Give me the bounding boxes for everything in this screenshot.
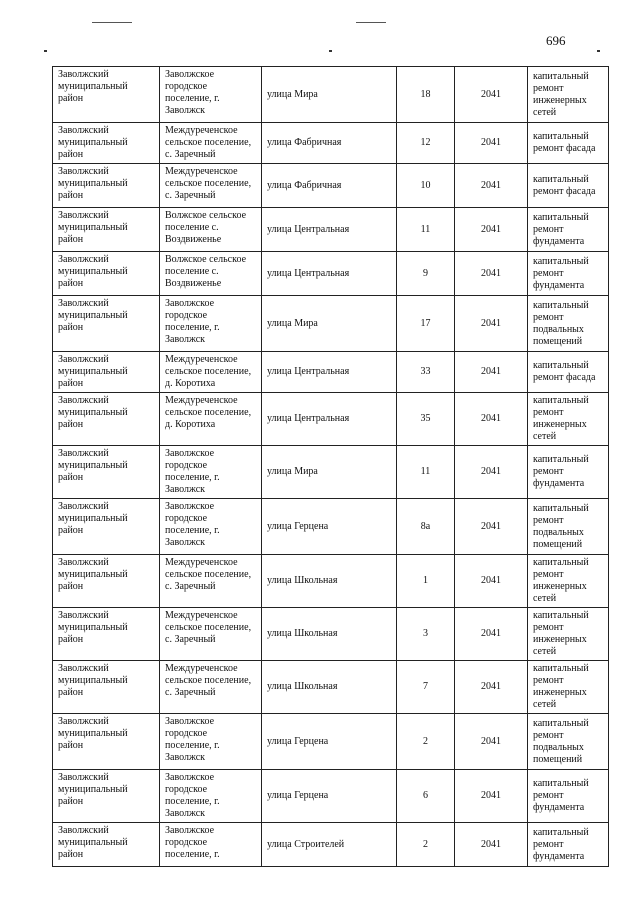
year-cell: 2041 — [455, 252, 528, 296]
scan-dot — [329, 50, 332, 52]
table-row — [53, 661, 609, 714]
settlement-cell: Междуреченское сельское поселение, с. Заречный — [160, 123, 262, 164]
street-cell: улица Центральная — [262, 252, 397, 296]
year-cell: 2041 — [455, 296, 528, 352]
district-cell: Заволжский муниципальный район — [53, 123, 160, 164]
settlement-cell: Междуреченское сельское поселение, с. Заречный — [160, 661, 262, 714]
district-cell: Заволжский муниципальный район — [53, 393, 160, 446]
year-cell: 2041 — [455, 352, 528, 393]
scan-dot — [44, 50, 47, 52]
year-cell: 2041 — [455, 499, 528, 555]
table-row — [53, 393, 609, 446]
district-cell: Заволжский муниципальный район — [53, 770, 160, 823]
street-cell: улица Школьная — [262, 661, 397, 714]
street-cell: улица Центральная — [262, 208, 397, 252]
street-cell: улица Мира — [262, 446, 397, 499]
year-cell: 2041 — [455, 208, 528, 252]
repair-type-cell: капитальный ремонт фундамента — [528, 823, 609, 867]
district-cell: Заволжский муниципальный район — [53, 164, 160, 208]
street-cell: улица Школьная — [262, 555, 397, 608]
table-row — [53, 352, 609, 393]
house-number-cell: 35 — [397, 393, 455, 446]
repair-type-cell: капитальный ремонт подвальных помещений — [528, 499, 609, 555]
district-cell: Заволжский муниципальный район — [53, 608, 160, 661]
settlement-cell: Заволжское городское поселение, г. Заволжск — [160, 714, 262, 770]
year-cell: 2041 — [455, 555, 528, 608]
settlement-cell: Междуреченское сельское поселение, д. Коротиха — [160, 393, 262, 446]
table-row — [53, 446, 609, 499]
district-cell: Заволжский муниципальный район — [53, 208, 160, 252]
scan-mark — [356, 22, 386, 23]
year-cell: 2041 — [455, 608, 528, 661]
repair-type-cell: капитальный ремонт инженерных сетей — [528, 393, 609, 446]
settlement-cell: Волжское сельское поселение с. Воздвиженье — [160, 252, 262, 296]
table-row — [53, 555, 609, 608]
district-cell: Заволжский муниципальный район — [53, 67, 160, 123]
district-cell: Заволжский муниципальный район — [53, 499, 160, 555]
district-cell: Заволжский муниципальный район — [53, 252, 160, 296]
year-cell: 2041 — [455, 393, 528, 446]
repair-type-cell: капитальный ремонт инженерных сетей — [528, 67, 609, 123]
house-number-cell: 11 — [397, 446, 455, 499]
scan-dot — [597, 50, 600, 52]
repair-type-cell: капитальный ремонт фундамента — [528, 770, 609, 823]
house-number-cell: 11 — [397, 208, 455, 252]
settlement-cell: Заволжское городское поселение, г. Заволжск — [160, 770, 262, 823]
repair-type-cell: капитальный ремонт фундамента — [528, 252, 609, 296]
page-number: 696 — [546, 33, 566, 48]
year-cell: 2041 — [455, 823, 528, 867]
street-cell: улица Фабричная — [262, 164, 397, 208]
house-number-cell: 2 — [397, 714, 455, 770]
district-cell: Заволжский муниципальный район — [53, 661, 160, 714]
scan-mark — [92, 22, 132, 23]
street-cell: улица Центральная — [262, 393, 397, 446]
table-row — [53, 714, 609, 770]
settlement-cell: Заволжское городское поселение, г. Заволжск — [160, 67, 262, 123]
settlement-cell: Междуреченское сельское поселение, с. Заречный — [160, 555, 262, 608]
house-number-cell: 9 — [397, 252, 455, 296]
repair-type-cell: капитальный ремонт фасада — [528, 352, 609, 393]
street-cell: улица Строителей — [262, 823, 397, 867]
year-cell: 2041 — [455, 123, 528, 164]
repair-type-cell: капитальный ремонт фасада — [528, 123, 609, 164]
house-number-cell: 10 — [397, 164, 455, 208]
house-number-cell: 12 — [397, 123, 455, 164]
settlement-cell: Заволжское городское поселение, г. Заволжск — [160, 499, 262, 555]
house-number-cell: 2 — [397, 823, 455, 867]
street-cell: улица Мира — [262, 67, 397, 123]
district-cell: Заволжский муниципальный район — [53, 555, 160, 608]
year-cell: 2041 — [455, 770, 528, 823]
district-cell: Заволжский муниципальный район — [53, 446, 160, 499]
house-number-cell: 17 — [397, 296, 455, 352]
house-number-cell: 33 — [397, 352, 455, 393]
house-number-cell: 3 — [397, 608, 455, 661]
settlement-cell: Волжское сельское поселение с. Воздвиженье — [160, 208, 262, 252]
year-cell: 2041 — [455, 446, 528, 499]
street-cell: улица Герцена — [262, 714, 397, 770]
year-cell: 2041 — [455, 661, 528, 714]
district-cell: Заволжский муниципальный район — [53, 296, 160, 352]
street-cell: улица Герцена — [262, 499, 397, 555]
settlement-cell: Заволжское городское поселение, г. Заволжск — [160, 296, 262, 352]
house-number-cell: 1 — [397, 555, 455, 608]
table-row — [53, 499, 609, 555]
house-number-cell: 8а — [397, 499, 455, 555]
street-cell: улица Фабричная — [262, 123, 397, 164]
repair-type-cell: капитальный ремонт фундамента — [528, 446, 609, 499]
repair-type-cell: капитальный ремонт инженерных сетей — [528, 555, 609, 608]
table-row — [53, 164, 609, 208]
year-cell: 2041 — [455, 714, 528, 770]
house-number-cell: 18 — [397, 67, 455, 123]
table-row — [53, 123, 609, 164]
settlement-cell: Междуреченское сельское поселение, д. Коротиха — [160, 352, 262, 393]
table-row — [53, 770, 609, 823]
settlement-cell: Заволжское городское поселение, г. Заволжск — [160, 446, 262, 499]
table-row — [53, 608, 609, 661]
house-number-cell: 7 — [397, 661, 455, 714]
district-cell: Заволжский муниципальный район — [53, 823, 160, 867]
district-cell: Заволжский муниципальный район — [53, 352, 160, 393]
street-cell: улица Герцена — [262, 770, 397, 823]
table-row — [53, 208, 609, 252]
repair-type-cell: капитальный ремонт подвальных помещений — [528, 296, 609, 352]
year-cell: 2041 — [455, 67, 528, 123]
settlement-cell: Междуреченское сельское поселение, с. Заречный — [160, 608, 262, 661]
repair-type-cell: капитальный ремонт фундамента — [528, 208, 609, 252]
house-number-cell: 6 — [397, 770, 455, 823]
settlement-cell: Заволжское городское поселение, г. — [160, 823, 262, 867]
table-row — [53, 67, 609, 123]
repair-type-cell: капитальный ремонт инженерных сетей — [528, 608, 609, 661]
year-cell: 2041 — [455, 164, 528, 208]
district-cell: Заволжский муниципальный район — [53, 714, 160, 770]
street-cell: улица Школьная — [262, 608, 397, 661]
repair-type-cell: капитальный ремонт инженерных сетей — [528, 661, 609, 714]
street-cell: улица Центральная — [262, 352, 397, 393]
table-row — [53, 252, 609, 296]
settlement-cell: Междуреченское сельское поселение, с. Заречный — [160, 164, 262, 208]
repair-type-cell: капитальный ремонт фасада — [528, 164, 609, 208]
housing-repair-table — [52, 66, 609, 867]
street-cell: улица Мира — [262, 296, 397, 352]
table-row — [53, 823, 609, 867]
table-row — [53, 296, 609, 352]
repair-type-cell: капитальный ремонт подвальных помещений — [528, 714, 609, 770]
